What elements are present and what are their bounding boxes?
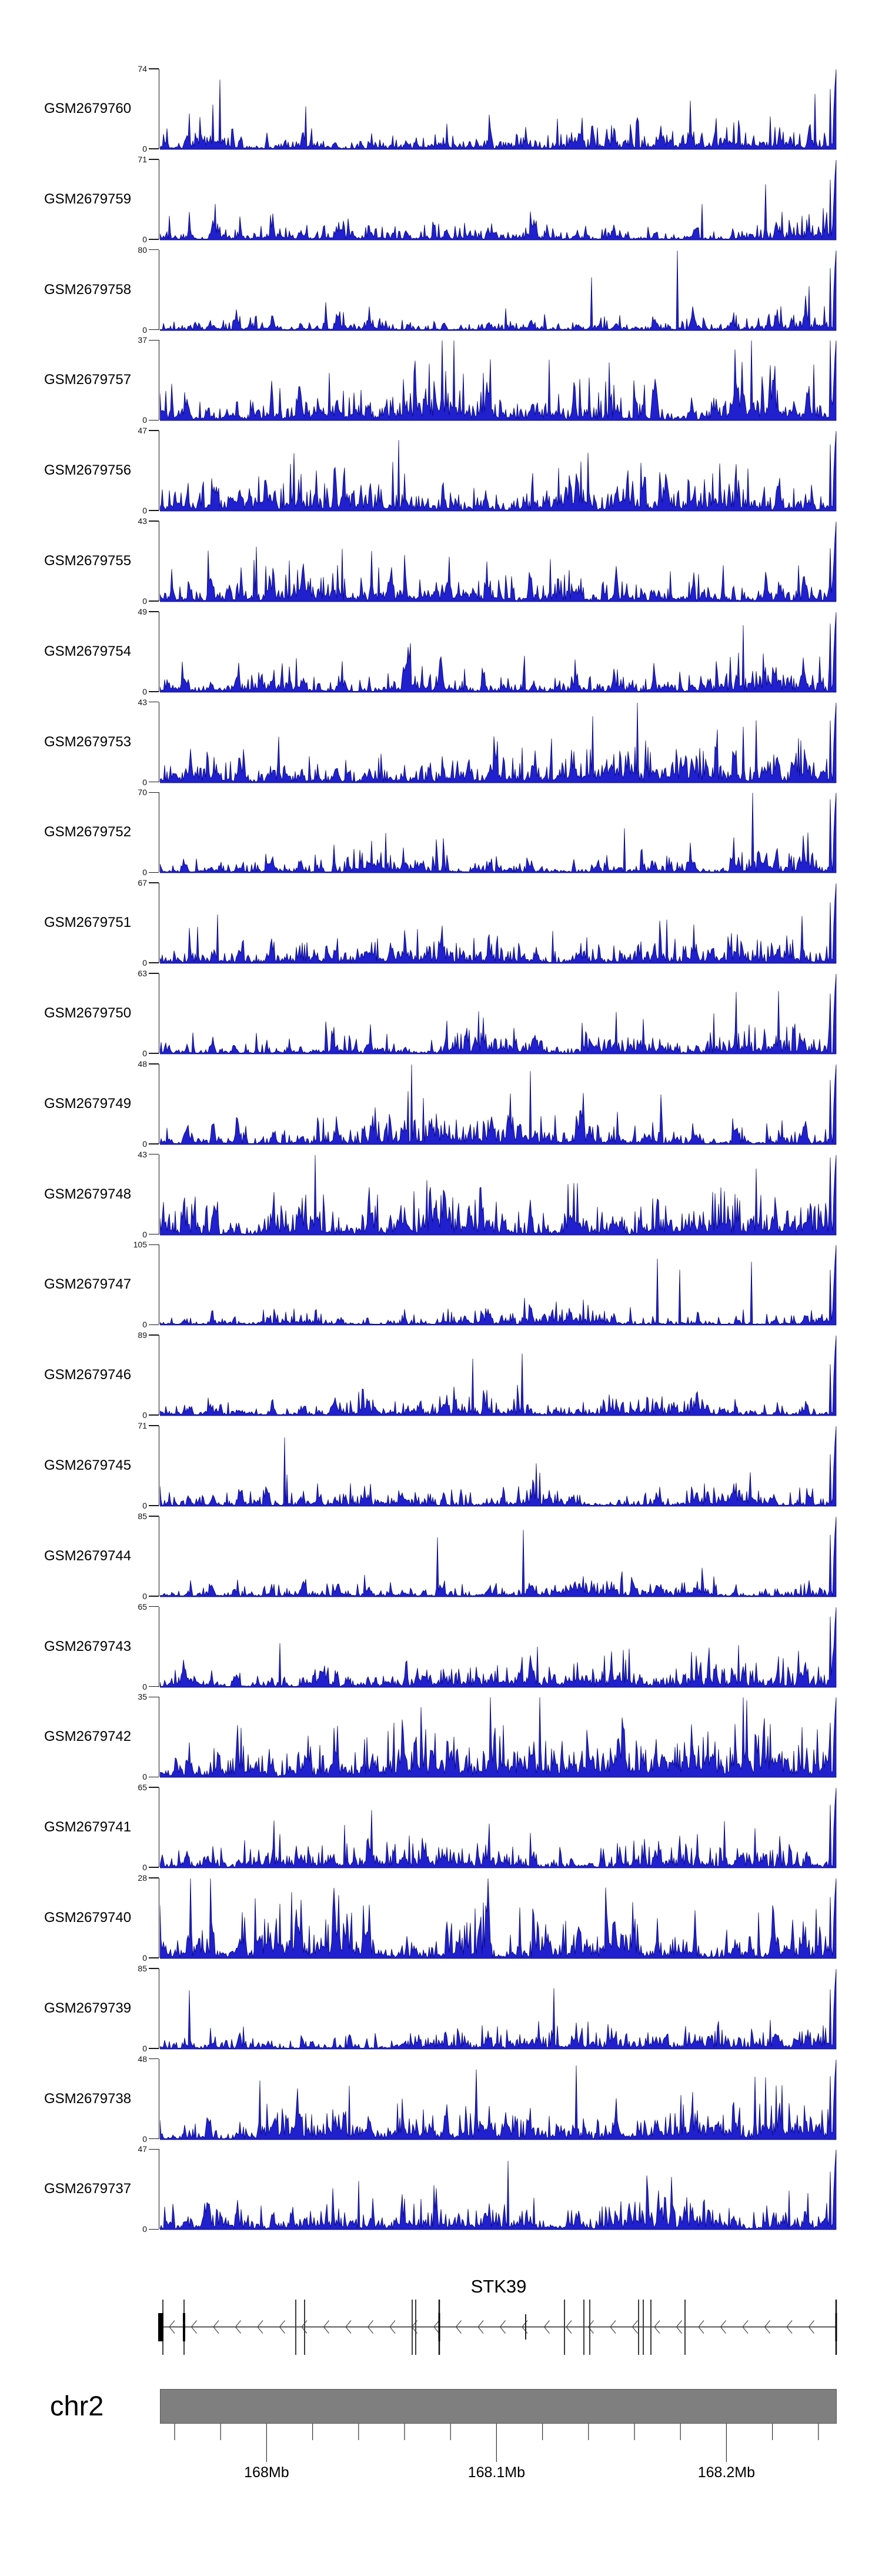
yaxis-zero-value: 0 (142, 958, 147, 968)
yaxis-max-value: 49 (138, 606, 147, 616)
yaxis-tick (149, 702, 159, 703)
yaxis-zero-value: 0 (142, 506, 147, 516)
sample-label: GSM2679757 (44, 372, 132, 388)
yaxis-max-value: 48 (138, 1059, 147, 1069)
yaxis-line (159, 1697, 160, 1777)
yaxis-line (159, 792, 160, 872)
yaxis-zero-value: 0 (142, 1953, 147, 1963)
cds-exon-block (439, 2313, 440, 2341)
yaxis-zero-value: 0 (142, 867, 147, 877)
yaxis-max-value: 105 (133, 1240, 147, 1250)
yaxis-tick (149, 1244, 159, 1246)
yaxis-line (159, 883, 160, 963)
sample-label: GSM2679742 (44, 1729, 132, 1745)
sample-label: GSM2679747 (44, 1276, 132, 1293)
chromosome-label: chr2 (50, 2390, 104, 2421)
coverage-polygon (160, 2060, 836, 2140)
coordinate-ruler (0, 2424, 882, 2466)
yaxis-tick (149, 1787, 159, 1788)
yaxis-max-value: 43 (138, 516, 147, 526)
yaxis-tick (149, 340, 159, 341)
coverage-polygon (160, 1065, 836, 1144)
yaxis-max-value: 37 (138, 335, 147, 345)
coverage-area-plot (160, 1154, 837, 1236)
coverage-area-plot (160, 340, 837, 421)
yaxis-line (159, 2149, 160, 2229)
coverage-area-plot (160, 883, 837, 964)
coverage-area-plot (160, 1244, 837, 1326)
cds-exon-block (836, 2313, 837, 2341)
sample-label: GSM2679739 (44, 2000, 132, 2016)
coverage-area-plot (160, 250, 837, 331)
yaxis-max-value: 65 (138, 1783, 147, 1793)
yaxis-tick (149, 792, 159, 793)
sample-label: GSM2679737 (44, 2181, 132, 2197)
coverage-area-plot (160, 1878, 837, 1959)
yaxis-max-value: 43 (138, 697, 147, 707)
yaxis-max-value: 65 (138, 1601, 147, 1611)
sample-label: GSM2679748 (44, 1186, 132, 1202)
coordinate-tick-label: 168.1Mb (467, 2464, 526, 2481)
sample-label: GSM2679760 (44, 101, 132, 116)
coverage-area-plot (160, 792, 837, 873)
sample-label: GSM2679751 (44, 915, 132, 931)
yaxis-max-value: 74 (138, 64, 147, 74)
yaxis-line (159, 521, 160, 601)
coverage-polygon (160, 1155, 836, 1235)
yaxis-tick (149, 2058, 159, 2060)
coverage-polygon (160, 1607, 836, 1687)
yaxis-max-value: 28 (138, 1873, 147, 1883)
yaxis-zero-value: 0 (142, 1501, 147, 1510)
yaxis-zero-value: 0 (142, 1320, 147, 1330)
coverage-area-plot (160, 431, 837, 512)
sample-label: GSM2679738 (44, 2090, 132, 2107)
yaxis-zero-value: 0 (142, 1863, 147, 1873)
yaxis-tick (149, 1324, 159, 1326)
yaxis-tick (149, 2138, 159, 2140)
sample-label: GSM2679740 (44, 1910, 132, 1926)
yaxis-max-value: 35 (138, 1692, 147, 1702)
chromosome-ideogram-bar (160, 2389, 837, 2424)
yaxis-zero-value: 0 (142, 1681, 147, 1691)
yaxis-tick (149, 1234, 159, 1235)
yaxis-tick (149, 1968, 159, 1969)
sample-label: GSM2679756 (44, 462, 132, 479)
coverage-polygon (160, 341, 836, 421)
coverage-area-plot (160, 69, 837, 150)
yaxis-zero-value: 0 (142, 1139, 147, 1149)
yaxis-max-value: 47 (138, 426, 147, 436)
coverage-area-plot (160, 1516, 837, 1597)
coverage-polygon (160, 2150, 836, 2230)
yaxis-tick (149, 1777, 159, 1778)
coverage-area-plot (160, 159, 837, 241)
yaxis-max-value: 71 (138, 1421, 147, 1430)
coverage-area-plot (160, 1787, 837, 1868)
yaxis-tick (149, 148, 159, 149)
sample-label: GSM2679759 (44, 191, 132, 207)
coverage-polygon (160, 1697, 836, 1777)
coverage-area-plot (160, 2059, 837, 2140)
yaxis-max-value: 48 (138, 2054, 147, 2064)
yaxis-tick (149, 1063, 159, 1065)
yaxis-zero-value: 0 (142, 686, 147, 696)
sample-label: GSM2679743 (44, 1638, 132, 1654)
sample-label: GSM2679758 (44, 281, 132, 298)
yaxis-tick (149, 1154, 159, 1155)
yaxis-tick (149, 1425, 159, 1426)
cds-exon-block (183, 2313, 185, 2341)
yaxis-zero-value: 0 (142, 2134, 147, 2144)
yaxis-line (159, 1426, 160, 1506)
coverage-polygon (160, 160, 836, 240)
coverage-area-plot (160, 702, 837, 783)
yaxis-tick (149, 1053, 159, 1054)
coverage-polygon (160, 251, 836, 331)
coverage-polygon (160, 431, 836, 511)
yaxis-line (159, 1878, 160, 1958)
yaxis-tick (149, 430, 159, 431)
yaxis-tick (149, 1596, 159, 1597)
yaxis-tick (149, 611, 159, 612)
coverage-area-plot (160, 2149, 837, 2230)
yaxis-max-value: 67 (138, 878, 147, 888)
yaxis-tick (149, 2048, 159, 2049)
yaxis-line (159, 1968, 160, 2048)
coverage-polygon (160, 522, 836, 602)
yaxis-line (159, 2059, 160, 2139)
yaxis-zero-value: 0 (142, 777, 147, 787)
sample-label: GSM2679746 (44, 1367, 132, 1383)
yaxis-tick (149, 882, 159, 883)
yaxis-tick (149, 600, 159, 602)
yaxis-tick (149, 2229, 159, 2230)
yaxis-tick (149, 1143, 159, 1144)
coverage-area-plot (160, 1335, 837, 1416)
yaxis-tick (149, 239, 159, 240)
yaxis-line (159, 69, 160, 149)
yaxis-max-value: 71 (138, 154, 147, 164)
yaxis-zero-value: 0 (142, 1229, 147, 1239)
yaxis-tick (149, 159, 159, 160)
yaxis-max-value: 43 (138, 1149, 147, 1159)
yaxis-max-value: 47 (138, 2144, 147, 2154)
yaxis-line (159, 1154, 160, 1234)
yaxis-tick (149, 962, 159, 963)
yaxis-tick (149, 691, 159, 692)
coverage-area-plot (160, 612, 837, 693)
coverage-polygon (160, 974, 836, 1054)
yaxis-tick (149, 510, 159, 511)
sample-label: GSM2679752 (44, 824, 132, 840)
yaxis-zero-value: 0 (142, 596, 147, 606)
yaxis-line (159, 431, 160, 510)
coverage-polygon (160, 703, 836, 783)
yaxis-line (159, 973, 160, 1053)
yaxis-line (159, 250, 160, 330)
sample-label: GSM2679745 (44, 1457, 132, 1473)
coverage-polygon (160, 69, 836, 149)
yaxis-tick (149, 329, 159, 331)
yaxis-tick (149, 782, 159, 783)
gene-model-track (0, 2294, 882, 2361)
coverage-polygon (160, 1517, 836, 1597)
coverage-polygon (160, 1969, 836, 2049)
cds-exon-block (158, 2313, 163, 2341)
yaxis-tick (149, 520, 159, 522)
yaxis-max-value: 80 (138, 245, 147, 255)
yaxis-tick (149, 1334, 159, 1336)
coverage-area-plot (160, 1426, 837, 1507)
coverage-polygon (160, 1788, 836, 1868)
coordinate-tick-label: 168.2Mb (697, 2464, 756, 2481)
coverage-polygon (160, 612, 836, 692)
sample-label: GSM2679741 (44, 1819, 132, 1836)
yaxis-zero-value: 0 (142, 2224, 147, 2234)
yaxis-zero-value: 0 (142, 415, 147, 425)
yaxis-max-value: 85 (138, 1511, 147, 1521)
yaxis-tick (149, 872, 159, 873)
yaxis-tick (149, 1505, 159, 1506)
sample-label: GSM2679744 (44, 1547, 132, 1564)
coverage-area-plot (160, 1607, 837, 1688)
yaxis-line (159, 1064, 160, 1144)
yaxis-tick (149, 973, 159, 974)
yaxis-tick (149, 1697, 159, 1698)
yaxis-zero-value: 0 (142, 234, 147, 244)
yaxis-tick (149, 1516, 159, 1517)
coverage-area-plot (160, 521, 837, 602)
yaxis-max-value: 70 (138, 788, 147, 798)
yaxis-tick (149, 420, 159, 421)
sample-label: GSM2679749 (44, 1095, 132, 1112)
yaxis-tick (149, 1957, 159, 1958)
yaxis-zero-value: 0 (142, 2043, 147, 2053)
yaxis-max-value: 85 (138, 1963, 147, 1973)
yaxis-line (159, 702, 160, 782)
yaxis-zero-value: 0 (142, 1772, 147, 1782)
coverage-area-plot (160, 1697, 837, 1778)
yaxis-line (159, 159, 160, 239)
yaxis-tick (149, 1877, 159, 1878)
yaxis-zero-value: 0 (142, 325, 147, 335)
yaxis-tick (149, 1686, 159, 1687)
coverage-area-plot (160, 1064, 837, 1145)
coverage-polygon (160, 883, 836, 963)
sample-label: GSM2679754 (44, 643, 132, 659)
yaxis-max-value: 63 (138, 969, 147, 978)
sample-label: GSM2679755 (44, 553, 132, 569)
coverage-polygon (160, 1336, 836, 1416)
yaxis-tick (149, 1867, 159, 1868)
coverage-polygon (160, 1245, 836, 1325)
yaxis-line (159, 1335, 160, 1415)
coverage-polygon (160, 793, 836, 873)
yaxis-line (159, 1787, 160, 1867)
coverage-polygon (160, 1878, 836, 1958)
coverage-area-plot (160, 1968, 837, 2050)
yaxis-max-value: 89 (138, 1330, 147, 1340)
yaxis-line (159, 612, 160, 692)
yaxis-tick (149, 2149, 159, 2150)
yaxis-zero-value: 0 (142, 1410, 147, 1420)
yaxis-tick (149, 68, 159, 69)
sample-label: GSM2679750 (44, 1005, 132, 1021)
yaxis-tick (149, 1606, 159, 1607)
sample-label: GSM2679753 (44, 733, 132, 750)
yaxis-zero-value: 0 (142, 1049, 147, 1058)
yaxis-zero-value: 0 (142, 144, 147, 154)
yaxis-line (159, 1607, 160, 1687)
yaxis-zero-value: 0 (142, 1591, 147, 1601)
coordinate-tick-label: 168Mb (244, 2464, 289, 2481)
yaxis-tick (149, 1414, 159, 1416)
gene-title: STK39 (470, 2276, 527, 2297)
yaxis-line (159, 1244, 160, 1324)
yaxis-tick (149, 249, 159, 251)
coverage-area-plot (160, 973, 837, 1055)
yaxis-line (159, 340, 160, 420)
yaxis-line (159, 1516, 160, 1596)
coverage-polygon (160, 1426, 836, 1506)
